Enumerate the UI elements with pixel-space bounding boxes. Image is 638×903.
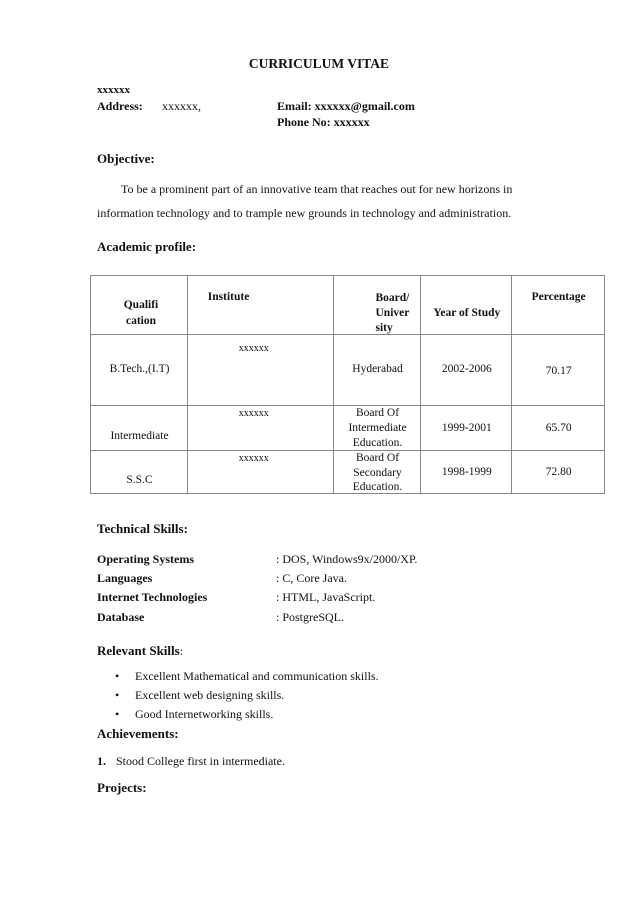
year-cell: 1999-2001 <box>441 422 492 434</box>
objective-line-1: To be a prominent part of an innovative team that reaches out for new horizons in <box>121 182 513 196</box>
percentage-cell: 65.70 <box>545 422 572 434</box>
skill-label: Operating Systems <box>97 552 194 566</box>
skill-label: Internet Technologies <box>97 590 208 604</box>
achievements-heading: Achievements: <box>97 726 179 741</box>
relevant-skills-heading <box>97 643 183 659</box>
board-cell: Board Of Intermediate Education. <box>348 407 407 449</box>
address-label: Address: <box>97 99 143 113</box>
list-item-text: Good Internetworking skills. <box>135 707 274 721</box>
qualification-cell: S.S.C <box>126 474 153 486</box>
phone: Phone No: xxxxxx <box>277 115 370 129</box>
column-institute: Institute <box>207 291 250 303</box>
list-item <box>115 667 379 686</box>
table-row <box>91 451 605 494</box>
column-percentage: Percentage <box>531 291 586 303</box>
skill-value: : DOS, Windows9x/2000/XP. <box>276 552 418 566</box>
achievement-item: Stood College first in intermediate. <box>116 754 285 768</box>
bullet-icon: • <box>115 669 120 683</box>
bullet-icon: • <box>115 688 120 702</box>
board-cell: Hyderabad <box>352 363 403 375</box>
academic-heading: Academic profile: <box>97 239 197 254</box>
bullet-icon: • <box>115 707 120 721</box>
list-item-text: Excellent Mathematical and communication skills. <box>135 669 379 683</box>
candidate-name: xxxxxx <box>97 84 130 96</box>
skill-value: : C, Core Java. <box>276 571 347 585</box>
institute-cell: xxxxxx <box>238 453 269 464</box>
year-cell: 1998-1999 <box>441 466 492 478</box>
column-year: Year of Study <box>433 307 501 319</box>
column-qualification: Qualifi cation <box>123 299 159 327</box>
academic-table <box>90 275 605 494</box>
qualification-cell: B.Tech.,(I.T) <box>109 363 170 375</box>
skill-label: Database <box>97 610 145 624</box>
list-item <box>115 705 379 724</box>
document-title: CURRICULUM VITAE <box>248 56 390 71</box>
year-cell: 2002-2006 <box>441 363 492 375</box>
percentage-cell: 70.17 <box>545 365 572 377</box>
table-row <box>91 335 605 406</box>
table-header-row <box>91 276 605 335</box>
skill-value: : HTML, JavaScript. <box>276 590 376 604</box>
list-item <box>115 686 379 705</box>
relevant-skills-list <box>115 667 379 724</box>
percentage-cell: 72.80 <box>545 466 572 478</box>
skill-label: Languages <box>97 571 153 585</box>
email: Email: xxxxxx@gmail.com <box>277 99 415 113</box>
projects-heading: Projects: <box>97 780 147 795</box>
relevant-skills-title: Relevant Skills <box>97 643 180 658</box>
institute-cell: xxxxxx <box>238 343 269 354</box>
objective-line-2: information technology and to trample new grounds in technology and administration. <box>97 206 512 220</box>
achievement-number: 1. <box>97 754 106 768</box>
technical-skills-heading: Technical Skills: <box>97 521 188 536</box>
objective-heading: Objective: <box>97 151 155 166</box>
institute-cell: xxxxxx <box>238 408 269 419</box>
table-row <box>91 406 605 451</box>
column-board: Board/ Univer sity <box>375 292 410 334</box>
board-cell: Board Of Secondary Education. <box>352 452 403 493</box>
address-value: xxxxxx, <box>162 99 201 113</box>
relevant-skills-colon: : <box>179 644 184 658</box>
skill-value: : PostgreSQL. <box>276 610 345 624</box>
list-item-text: Excellent web designing skills. <box>135 688 285 702</box>
qualification-cell: Intermediate <box>110 430 169 442</box>
